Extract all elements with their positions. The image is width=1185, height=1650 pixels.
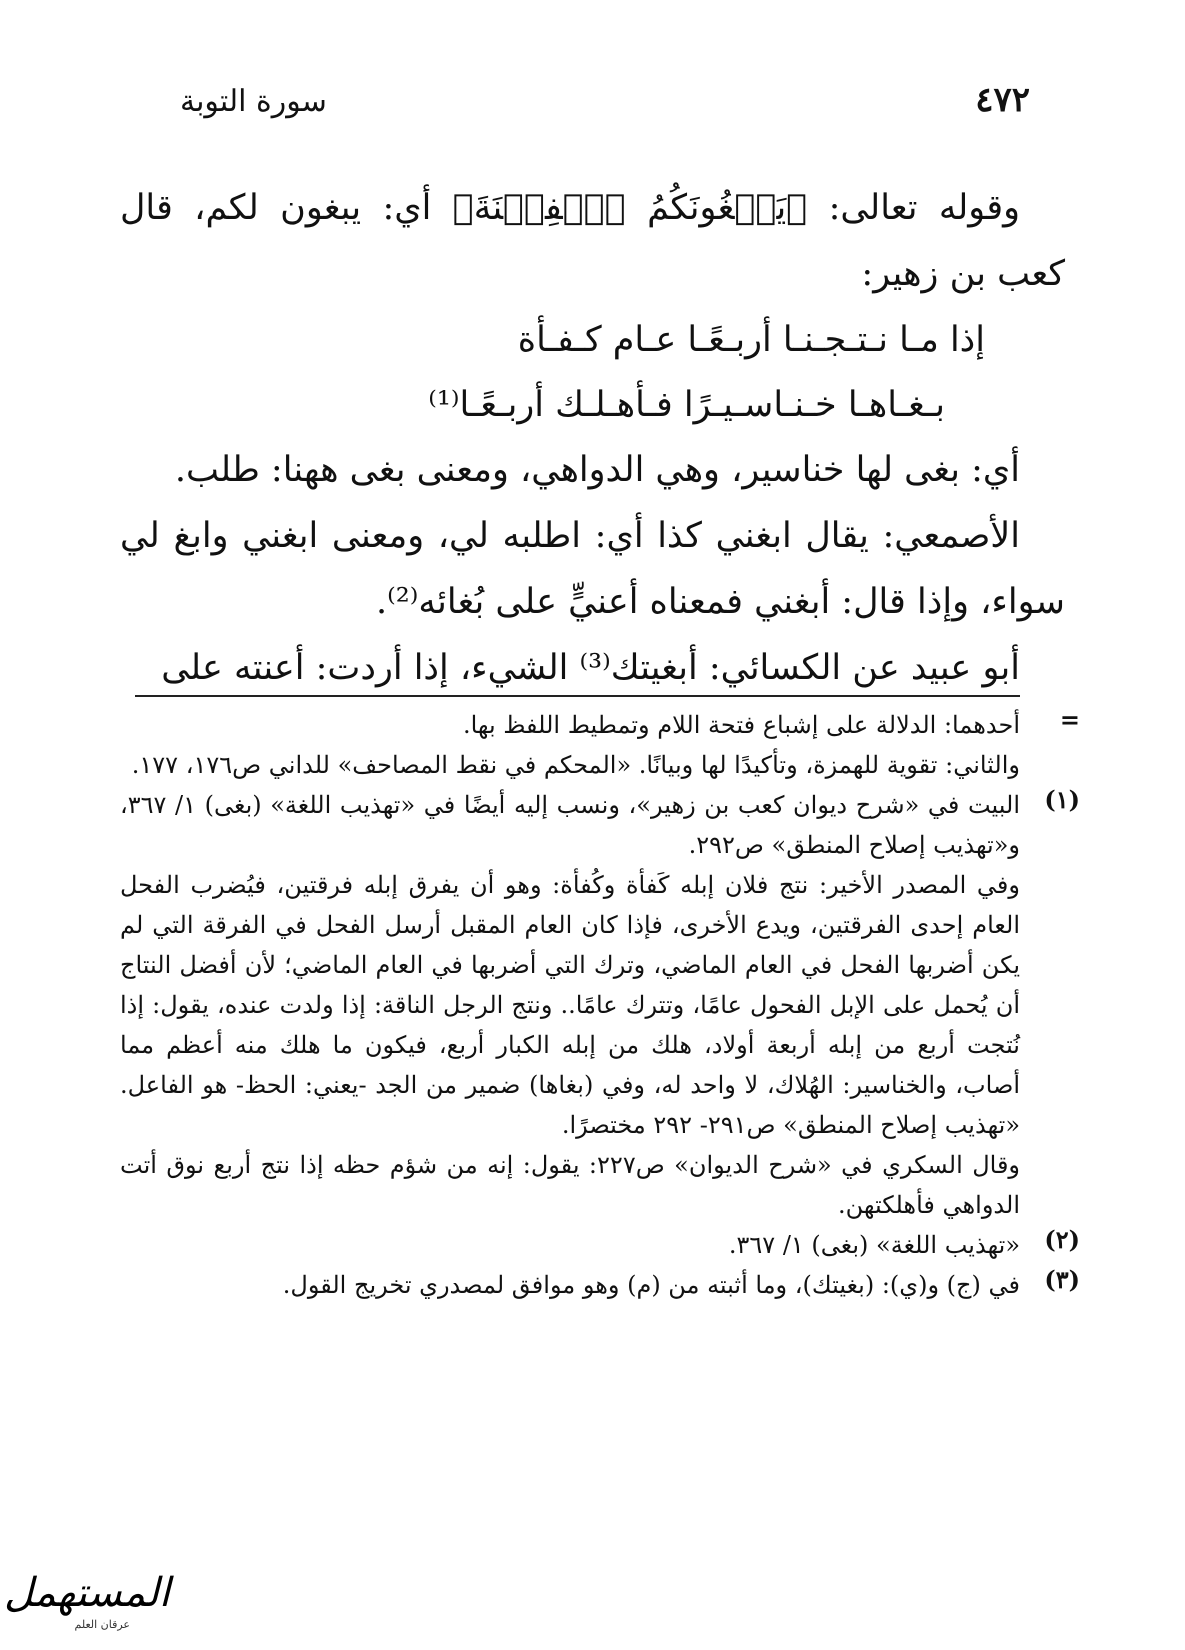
poem-verse-1: إذا مـا نـتـجـنـا أربـعًـا عـام كـفـأة (517, 320, 985, 360)
footnote-1-part-a: البيت في «شرح ديوان كعب بن زهير»، ونسب إليه أيضًا في «تهذيب اللغة» (بغى) ١/ ٣٦٧، و«تهذيب إصلاح المنطق» ص٢٩٢. (120, 791, 1020, 859)
main-text (120, 175, 1065, 701)
surah-title: سورة التوبة (180, 84, 327, 119)
footnote-3 (120, 1265, 1080, 1305)
footnote-3-text: في (ج) و(ي): (بغيتك)، وما أثبته من (م) وهو موافق لمصدري تخريج القول. (282, 1271, 1020, 1299)
paragraph-4: أبو عبيد عن الكسائي: أبغيتك⁽³⁾ الشيء، إذا أردت: أعنته على (161, 648, 1020, 688)
page-number: ٤٧٢ (975, 80, 1030, 120)
footnote-cont-line-2: والثاني: تقوية للهمزة، وتأكيدًا لها وبيانًا. «المحكم في نقط المصاحف» للداني ص١٧٦، ١٧٧. (131, 751, 1020, 779)
footnote-1-part-c: وقال السكري في «شرح الديوان» ص٢٢٧: يقول: إنه من شؤم حظه إذا نتج أربع نوق أتت الدواهي فأهلكتهن. (120, 1151, 1021, 1219)
paragraph-2: أي: بغى لها خناسير، وهي الدواهي، ومعنى بغى ههنا: طلب. (174, 450, 1020, 490)
paragraph-3: الأصمعي: يقال ابغني كذا أي: اطلبه لي، ومعنى ابغني وابغ لي سواء، وإذا قال: أبغني فمعناه أعنيٍّ على بُغائه⁽²⁾. (120, 516, 1065, 622)
footnote-continuation (120, 705, 1080, 785)
footnote-cont-line-1: أحدهما: الدلالة على إشباع فتحة اللام وتمطيط اللفظ بها. (462, 711, 1020, 739)
footnote-1-number: (١) (1044, 785, 1080, 814)
footnote-1-part-b: وفي المصدر الأخير: نتج فلان إبله كَفأة وكُفأة: وهو أن يفرق إبله فرقتين، فيُضرب الفحل العام إحدى الفرقتين، ويدع الأخرى، فإذا كان العام المقبل أرسل الفحل في الفرقة التي لم يكن أضربها الفحل في العام الماضي، وترك التي أضربها في العام الماضي؛ لأن أفضل النتاج أن يُحمل على الإبل الفحول عامًا، وتترك عامًا.. ونتج الرجل الناقة: إذا ولدت عنده، يقول: إذا نُتجت أربع من إبله أربعة أولاد، هلك من إبله الكبار أربع، فيكون ما هلك منه أعظم مما أصاب، والخناسير: الهُلاك، لا واحد له، وفي (بغاها) ضمير من الجد -يعني: الحظ- هو الفاعل. «تهذيب إصلاح المنطق» ص٢٩١- ٢٩٢ مختصرًا. (120, 871, 1020, 1139)
footnote-3-number: (٣) (1044, 1265, 1080, 1294)
poem-verse-2: بـغـاهـا خـنـاسـيـرًا فـأهـلـك أربـعًـا⁽¹⁾ (428, 385, 945, 425)
continuation-marker: = (1059, 705, 1080, 734)
footnote-2-number: (٢) (1044, 1225, 1080, 1254)
stamp-text: المستهمل (3, 1570, 170, 1616)
page-header (150, 80, 1030, 134)
paragraph-1: وقوله تعالى: ﴿يَبۡغُونَكُمُ ٱلۡفِتۡنَةَ﴾ أي: يبغون لكم، قال كعب بن زهير: (120, 188, 1065, 294)
footnote-1 (120, 785, 1080, 1225)
library-stamp-logo (3, 1570, 170, 1640)
stamp-subtext: عرقان العلم (74, 1618, 130, 1631)
footnotes (120, 705, 1080, 1305)
footnote-divider (135, 695, 1020, 697)
footnote-2 (120, 1225, 1080, 1265)
footnote-2-text: «تهذيب اللغة» (بغى) ١/ ٣٦٧. (728, 1231, 1020, 1259)
